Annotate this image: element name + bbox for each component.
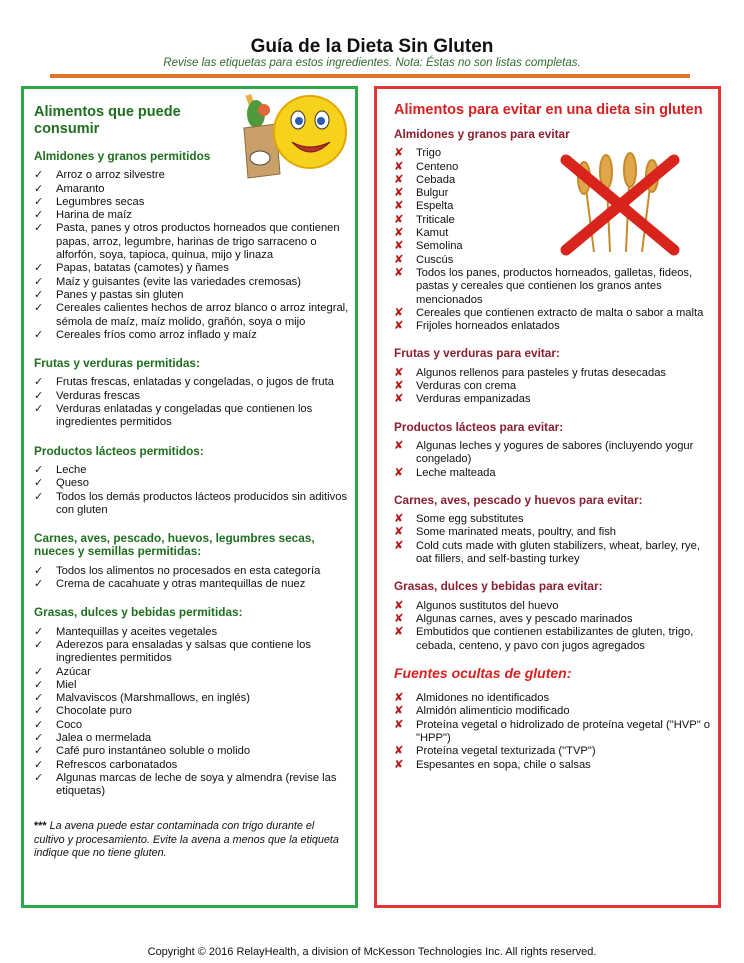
- list-item: ✘ Algunos rellenos para pasteles y frutas desecadas: [394, 366, 667, 379]
- cross-icon: ✘: [394, 626, 404, 639]
- check-icon: ✓: [34, 705, 44, 718]
- list-item: ✘ Some egg substitutes: [394, 513, 524, 526]
- section-title: Frutas y verduras para evitar:: [394, 346, 560, 361]
- list-item: ✓ Malvaviscos (Marshmallows, en inglés): [34, 692, 250, 705]
- section-title: Carnes, aves, pescado y huevos para evitar:: [394, 492, 643, 507]
- list-item: ✓ Amaranto: [34, 182, 105, 195]
- list-item: ✘ Proteína vegetal o hidrolizado de proteína vegetal ("HVP" o "HPP"): [394, 718, 711, 744]
- cross-icon: ✘: [394, 599, 404, 612]
- list-item: ✓ Jalea o mermelada: [34, 731, 152, 744]
- list-item: ✓ Chocolate puro: [34, 705, 132, 718]
- list-item: ✘ Frijoles horneados enlatados: [394, 320, 560, 333]
- list-item: ✓ Café puro instantáneo soluble o molido: [34, 745, 251, 758]
- cross-icon: ✘: [394, 320, 404, 333]
- check-icon: ✓: [34, 578, 44, 591]
- cross-icon: ✘: [394, 393, 404, 406]
- list-item: ✓ Harina de maíz: [34, 209, 132, 222]
- avoid-section-fats-sweets: [394, 580, 714, 652]
- list-item: ✓ Queso: [34, 477, 89, 490]
- list-item: ✓ Leche: [34, 463, 87, 476]
- list-item: ✘ Algunos sustitutos del huevo: [394, 599, 559, 612]
- cross-icon: ✘: [394, 213, 404, 226]
- list-item: ✘ Algunas leches y yogures de sabores (incluyendo yogur congelado): [394, 439, 694, 466]
- list-item: ✘ Espelta: [394, 200, 454, 213]
- list-item: ✘ Triticale: [394, 213, 455, 226]
- list-item: ✓ Panes y pastas sin gluten: [34, 288, 184, 301]
- list-item: ✘ Trigo: [394, 147, 442, 160]
- list-item: ✓ Aderezos para ensaladas y salsas que contiene los ingredientes permitidos: [34, 638, 311, 665]
- copyright-footer: Copyright © 2016 RelayHealth, a division of McKesson Technologies Inc. All rights reserved.: [147, 946, 597, 958]
- list-item: ✘ Algunas carnes, aves y pescado marinados: [394, 612, 633, 625]
- allowed-section-proteins: [34, 532, 352, 591]
- list-item: ✓ Azúcar: [34, 665, 91, 678]
- cross-icon: ✘: [394, 173, 404, 186]
- check-icon: ✓: [34, 564, 44, 577]
- list-item: ✘ Almidón alimenticio modificado: [394, 705, 570, 718]
- cross-icon: ✘: [394, 187, 404, 200]
- check-icon: ✓: [34, 625, 44, 638]
- cross-icon: ✘: [394, 705, 404, 718]
- check-icon: ✓: [34, 718, 44, 731]
- cross-icon: ✘: [394, 266, 404, 279]
- list-item: ✓ Legumbres secas: [34, 195, 145, 208]
- check-icon: ✓: [34, 288, 44, 301]
- list-item: ✓ Coco: [34, 718, 83, 731]
- cross-icon: ✘: [394, 200, 404, 213]
- list-item: ✓ Cereales calientes hechos de arroz blanco o arroz integral, sémola de maíz, maíz molido, grañón, soya o mijo: [34, 302, 349, 328]
- check-icon: ✓: [34, 731, 44, 744]
- check-icon: ✓: [34, 771, 44, 784]
- list-item: ✓ Todos los alimentos no procesados en esta categoría: [34, 564, 321, 577]
- section-title: Productos lácteos permitidos:: [34, 443, 204, 458]
- check-icon: ✓: [34, 665, 44, 678]
- check-icon: ✓: [34, 222, 44, 235]
- avoid-column: [394, 128, 714, 772]
- allowed-heading: Alimentos que puede consumir: [34, 104, 181, 137]
- cross-icon: ✘: [394, 227, 404, 240]
- list-item: ✘ Cebada: [394, 173, 456, 186]
- cross-icon: ✘: [394, 758, 404, 771]
- list-item: ✓ Refrescos carbonatados: [34, 758, 178, 771]
- list-item: ✓ Mantequillas y aceites vegetales: [34, 625, 218, 638]
- list-item: ✘ Cuscús: [394, 253, 454, 266]
- avoid-section-proteins: [394, 494, 714, 566]
- list-item: ✘ Cold cuts made with gluten stabilizers, wheat, barley, rye, oat fillers, and self-basting turkey: [394, 539, 700, 566]
- header-divider: [50, 74, 690, 78]
- hidden-gluten-heading: Fuentes ocultas de gluten:: [394, 664, 572, 681]
- check-icon: ✓: [34, 463, 44, 476]
- list-item: ✘ Todos los panes, productos horneados, galletas, fideos, pastas y cereales que contienen los granos antes mencionados: [394, 266, 693, 306]
- check-icon: ✓: [34, 403, 44, 416]
- section-title: Frutas y verduras permitidas:: [34, 356, 200, 371]
- list-item: ✓ Verduras frescas: [34, 389, 140, 402]
- check-icon: ✓: [34, 490, 44, 503]
- avoid-section-grains: [394, 128, 714, 333]
- page-subtitle: Revise las etiquetas para estos ingredientes. Nota: Éstas no son listas completas.: [163, 57, 581, 69]
- cross-icon: ✘: [394, 240, 404, 253]
- list-item: ✓ Papas, batatas (camotes) y ñames: [34, 262, 229, 275]
- list-item: ✘ Proteína vegetal texturizada ("TVP"): [394, 745, 596, 758]
- check-icon: ✓: [34, 262, 44, 275]
- cross-icon: ✘: [394, 692, 404, 705]
- cross-icon: ✘: [394, 439, 404, 452]
- list-item: ✓ Pasta, panes y otros productos horneados que contienen papas, arroz, legumbre, harinas de trigo sarraceno o alforfón, soya, tapioca, quinua, mijo y linaza: [34, 222, 340, 262]
- cross-icon: ✘: [394, 612, 404, 625]
- cross-icon: ✘: [394, 526, 404, 539]
- section-title: Almidones y granos para evitar: [394, 127, 570, 141]
- cross-icon: ✘: [394, 380, 404, 393]
- section-title: Carnes, aves, pescado, huevos, legumbres secas, nueces y semillas permitidas:: [34, 531, 315, 559]
- list-item: ✘ Cereales que contienen extracto de malta o sabor a malta: [394, 306, 704, 319]
- page-title: Guía de la Dieta Sin Gluten: [250, 36, 494, 57]
- list-item: ✓ Cereales fríos como arroz inflado y maíz: [34, 328, 257, 341]
- check-icon: ✓: [34, 678, 44, 691]
- cross-icon: ✘: [394, 366, 404, 379]
- allowed-section-fats-sweets: [34, 606, 352, 798]
- list-item: ✓ Maíz y guisantes (evite las variedades cremosas): [34, 275, 301, 288]
- cross-icon: ✘: [394, 306, 404, 319]
- section-title: Almidones y granos permitidos: [34, 149, 211, 163]
- oat-warning-note: *** La avena puede estar contaminada con trigo durante el cultivo y procesamiento. Evite la avena a menos que la etiqueta indique que no tiene gluten.: [34, 820, 339, 860]
- cross-icon: ✘: [394, 513, 404, 526]
- allowed-section-produce: [34, 357, 352, 429]
- list-item: ✘ Verduras empanizadas: [394, 393, 531, 406]
- check-icon: ✓: [34, 195, 44, 208]
- list-item: ✘ Leche malteada: [394, 466, 496, 479]
- list-item: ✘ Centeno: [394, 160, 459, 173]
- list-item: ✘ Bulgur: [394, 187, 449, 200]
- allowed-section-grains: [34, 150, 352, 342]
- avoid-heading: Alimentos para evitar en una dieta sin gluten: [394, 102, 703, 118]
- list-item: ✘ Embutidos que contienen estabilizantes de gluten, trigo, cebada, centeno, y pavo con jugos agregados: [394, 626, 694, 652]
- check-icon: ✓: [34, 328, 44, 341]
- list-item: ✘ Kamut: [394, 227, 449, 240]
- list-item: ✓ Algunas marcas de leche de soya y almendra (revise las etiquetas): [34, 771, 337, 798]
- check-icon: ✓: [34, 182, 44, 195]
- list-item: ✘ Semolina: [394, 240, 463, 253]
- cross-icon: ✘: [394, 539, 404, 552]
- check-icon: ✓: [34, 692, 44, 705]
- check-icon: ✓: [34, 638, 44, 651]
- cross-icon: ✘: [394, 253, 404, 266]
- section-title: Productos lácteos para evitar:: [394, 419, 564, 434]
- list-item: ✓ Verduras enlatadas y congeladas que contienen los ingredientes permitidos: [34, 403, 313, 429]
- cross-icon: ✘: [394, 745, 404, 758]
- check-icon: ✓: [34, 209, 44, 222]
- list-item: ✘ Almidones no identificados: [394, 692, 550, 705]
- list-item: ✓ Miel: [34, 678, 77, 691]
- list-item: ✘ Some marinated meats, poultry, and fish: [394, 526, 617, 539]
- list-item: ✘ Espesantes en sopa, chile o salsas: [394, 758, 591, 771]
- check-icon: ✓: [34, 477, 44, 490]
- hidden-gluten-list: [394, 692, 714, 772]
- list-item: ✓ Crema de cacahuate y otras mantequillas de nuez: [34, 578, 306, 591]
- avoid-section-produce: [394, 347, 714, 406]
- cross-icon: ✘: [394, 160, 404, 173]
- check-icon: ✓: [34, 745, 44, 758]
- cross-icon: ✘: [394, 718, 404, 731]
- list-item: ✓ Arroz o arroz silvestre: [34, 169, 165, 182]
- allowed-section-dairy: [34, 445, 352, 517]
- section-title: Grasas, dulces y bebidas permitidas:: [34, 605, 243, 620]
- list-item: ✓ Frutas frescas, enlatadas y congeladas, o jugos de fruta: [34, 376, 334, 389]
- check-icon: ✓: [34, 169, 44, 182]
- check-icon: ✓: [34, 302, 44, 315]
- check-icon: ✓: [34, 758, 44, 771]
- cross-icon: ✘: [394, 147, 404, 160]
- avoid-section-dairy: [394, 421, 714, 480]
- allowed-column: [34, 150, 352, 860]
- check-icon: ✓: [34, 376, 44, 389]
- cross-icon: ✘: [394, 466, 404, 479]
- section-title: Grasas, dulces y bebidas para evitar:: [394, 579, 603, 594]
- check-icon: ✓: [34, 389, 44, 402]
- list-item: ✓ Todos los demás productos lácteos producidos sin aditivos con gluten: [34, 490, 348, 516]
- list-item: ✘ Verduras con crema: [394, 380, 517, 393]
- check-icon: ✓: [34, 275, 44, 288]
